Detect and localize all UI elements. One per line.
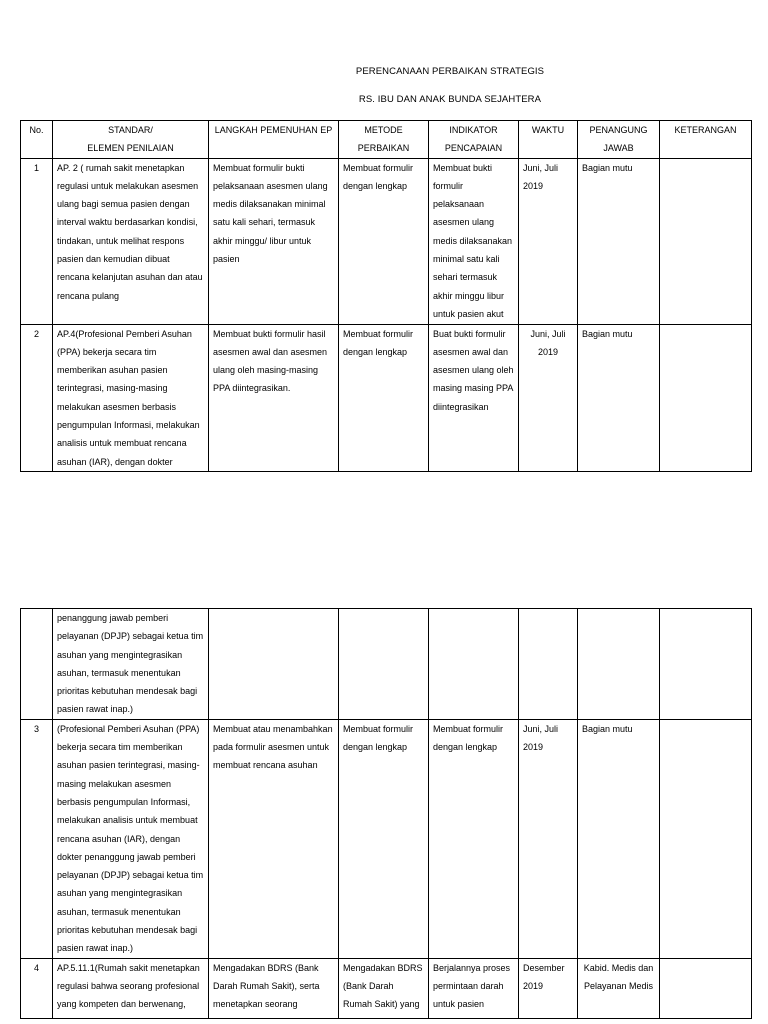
row-metode: Membuat formulir dengan lengkap <box>339 158 429 324</box>
row-indikator: Membuat formulir dengan lengkap <box>429 719 519 958</box>
row-keterangan <box>660 958 752 1018</box>
header-langkah: LANGKAH PEMENUHAN EP <box>209 121 339 159</box>
row-no: 3 <box>21 719 53 958</box>
header-waktu: WAKTU <box>519 121 578 159</box>
table-row <box>21 958 752 1018</box>
row-indikator: Membuat bukti formulir pelaksanaan asesmen ulang medis dilaksanakan minimal satu kali sehari termasuk akhir minggu libur untuk pasien akut <box>429 158 519 324</box>
row-metode <box>339 609 429 720</box>
row-penanggung: Bagian mutu <box>578 158 660 324</box>
row-no: 4 <box>21 958 53 1018</box>
row-langkah: Membuat formulir bukti pelaksanaan asesmen ulang medis dilaksanakan minimal satu kali sehari, termasuk akhir minggu/ libur untuk pasien <box>209 158 339 324</box>
row-langkah: Mengadakan BDRS (Bank Darah Rumah Sakit), serta menetapkan seorang <box>209 958 339 1018</box>
row-waktu <box>519 609 578 720</box>
row-waktu: Juni, Juli 2019 <box>519 158 578 324</box>
row-standar: penanggung jawab pemberi pelayanan (DPJP) sebagai ketua tim asuhan yang mengintegrasikan asuhan, termasuk menentukan prioritas kebutuhan mendesak bagi pasien rawat inap.) <box>53 609 209 720</box>
row-penanggung <box>578 609 660 720</box>
table-row <box>21 609 752 720</box>
row-waktu: Juni, Juli 2019 <box>519 324 578 471</box>
row-keterangan <box>660 158 752 324</box>
header-keterangan: KETERANGAN <box>660 121 752 159</box>
row-waktu: Desember 2019 <box>519 958 578 1018</box>
header-standar: STANDAR/ ELEMEN PENILAIAN <box>53 121 209 159</box>
row-no <box>21 609 53 720</box>
table-header-row <box>21 121 752 159</box>
row-indikator: Buat bukti formulir asesmen awal dan asesmen ulang oleh masing masing PPA diintegrasikan <box>429 324 519 471</box>
plan-table-page-1 <box>20 120 752 472</box>
row-keterangan <box>660 719 752 958</box>
header-no: No. <box>21 121 53 159</box>
row-indikator <box>429 609 519 720</box>
row-standar: (Profesional Pemberi Asuhan (PPA) bekerja secara tim memberikan asuhan pasien terintegrasi, masing-masing melakukan asesmen berbasis pengumpulan Informasi, melakukan analisis untuk membuat rencana asuhan (IAR), dengan dokter penanggung jawab pemberi pelayanan (DPJP) sebagai ketua tim asuhan yang mengintegrasikan asuhan, termasuk menentukan prioritas kebutuhan mendesak bagi pasien rawat inap.) <box>53 719 209 958</box>
row-penanggung: Bagian mutu <box>578 324 660 471</box>
row-penanggung: Kabid. Medis dan Pelayanan Medis <box>578 958 660 1018</box>
row-keterangan <box>660 609 752 720</box>
row-penanggung: Bagian mutu <box>578 719 660 958</box>
row-langkah <box>209 609 339 720</box>
row-langkah: Membuat atau menambahkan pada formulir asesmen untuk membuat rencana asuhan <box>209 719 339 958</box>
row-no: 2 <box>21 324 53 471</box>
table-row <box>21 719 752 958</box>
header-indikator: INDIKATOR PENCAPAIAN <box>429 121 519 159</box>
row-waktu: Juni, Juli 2019 <box>519 719 578 958</box>
row-indikator: Berjalannya proses permintaan darah untuk pasien <box>429 958 519 1018</box>
table-row <box>21 324 752 471</box>
row-langkah: Membuat bukti formulir hasil asesmen awal dan asesmen ulang oleh masing-masing PPA diintegrasikan. <box>209 324 339 471</box>
row-metode: Membuat formulir dengan lengkap <box>339 324 429 471</box>
header-penanggung: PENANGUNG JAWAB <box>578 121 660 159</box>
row-standar: AP.4(Profesional Pemberi Asuhan (PPA) bekerja secara tim memberikan asuhan pasien terintegrasi, masing-masing melakukan asesmen berbasis pengumpulan Informasi, melakukan analisis untuk membuat rencana asuhan (IAR), dengan dokter <box>53 324 209 471</box>
plan-table-page-2 <box>20 608 752 1019</box>
row-keterangan <box>660 324 752 471</box>
row-no: 1 <box>21 158 53 324</box>
row-standar: AP.5.11.1(Rumah sakit menetapkan regulasi bahwa seorang profesional yang kompeten dan berwenang, <box>53 958 209 1018</box>
document-title: PERENCANAAN PERBAIKAN STRATEGIS <box>355 66 545 77</box>
hospital-name: RS. IBU DAN ANAK BUNDA SEJAHTERA <box>358 94 542 105</box>
header-metode: METODE PERBAIKAN <box>339 121 429 159</box>
row-metode: Mengadakan BDRS (Bank Darah Rumah Sakit) yang <box>339 958 429 1018</box>
row-standar: AP. 2 ( rumah sakit menetapkan regulasi untuk melakukan asesmen ulang bagi semua pasien dengan interval waktu berdasarkan kondisi, tindakan, untuk melihat respons pasien dan kemudian dibuat rencana kelanjutan asuhan dan atau rencana pulang <box>53 158 209 324</box>
table-row <box>21 158 752 324</box>
row-metode: Membuat formulir dengan lengkap <box>339 719 429 958</box>
